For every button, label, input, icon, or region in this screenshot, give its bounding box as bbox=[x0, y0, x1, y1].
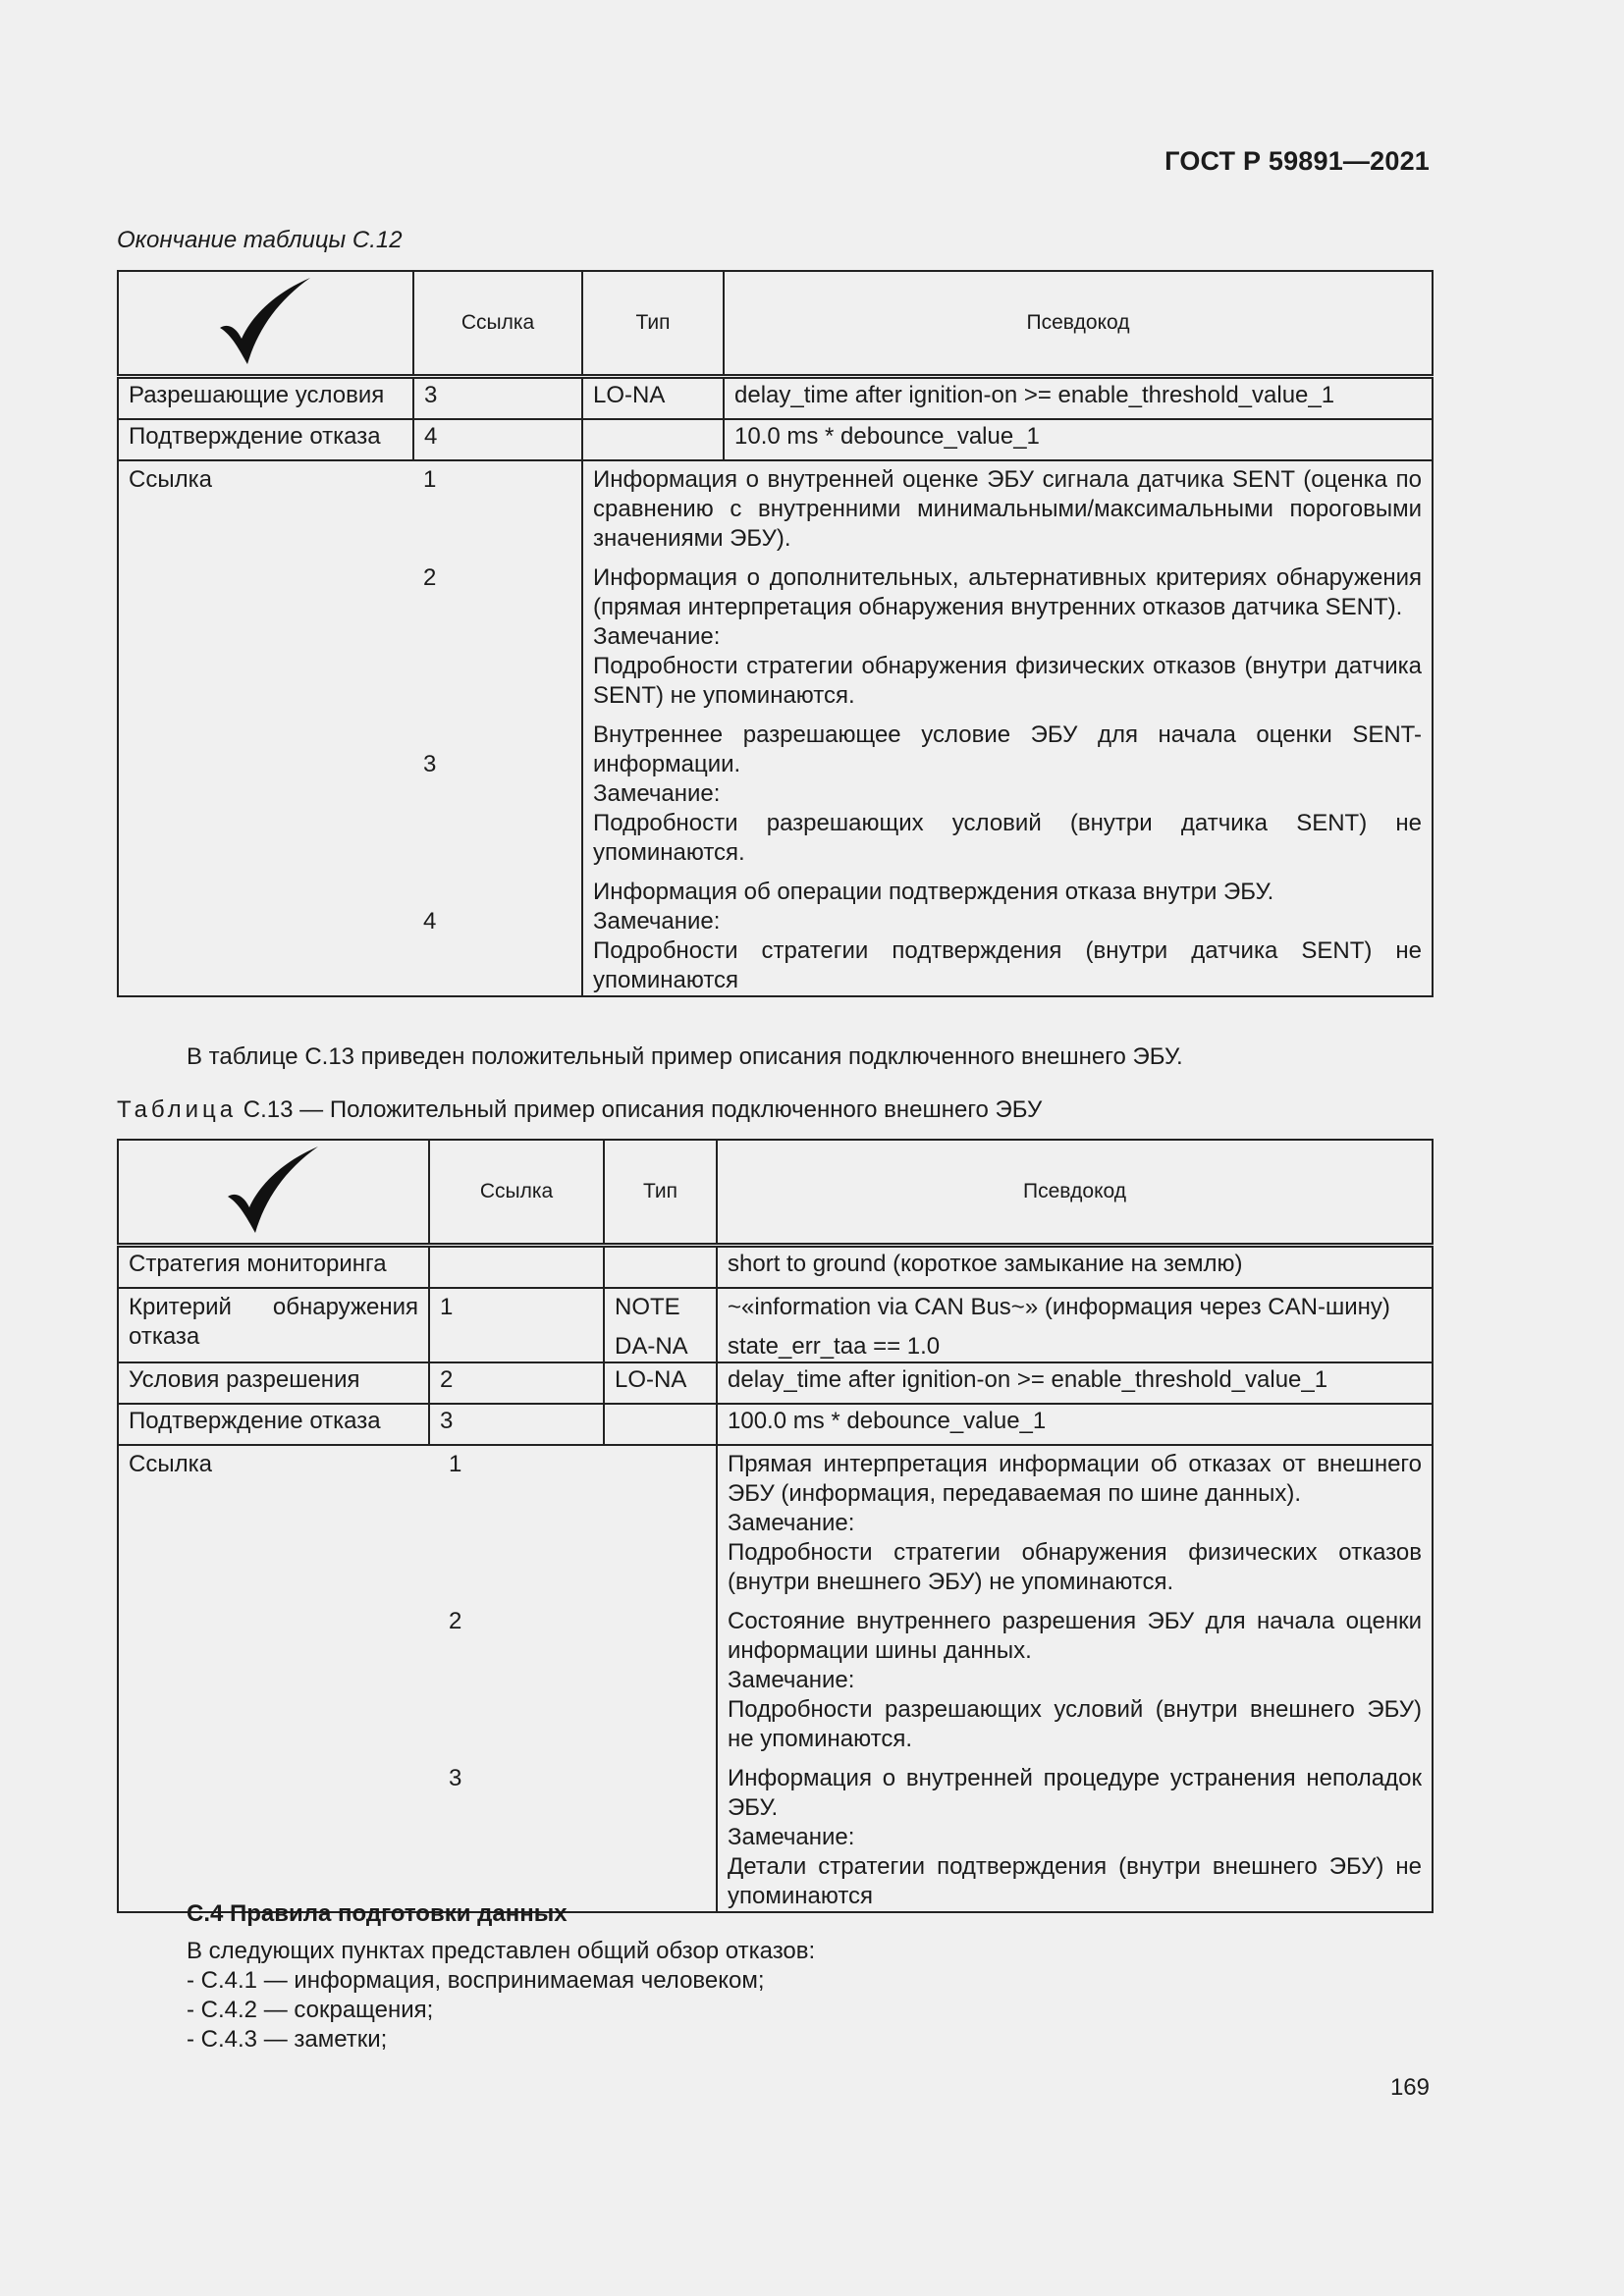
type-value: NOTE bbox=[615, 1294, 680, 1320]
ref-text: Прямая интерпретация информации об отказах от внешнего ЭБУ (информация, передаваемая по шине данных). bbox=[728, 1451, 1422, 1507]
row-type bbox=[604, 1404, 717, 1445]
section-intro: В следующих пунктах представлен общий обзор отказов: bbox=[187, 1938, 816, 1964]
column-header-pseudocode: Псевдокод bbox=[717, 1140, 1433, 1246]
column-header-pseudocode: Псевдокод bbox=[724, 271, 1433, 377]
ref-number: 3 bbox=[449, 1765, 462, 1791]
refs-label: Ссылка bbox=[118, 460, 413, 996]
table-header-row bbox=[118, 1140, 1433, 1246]
row-ref: 2 bbox=[429, 1362, 604, 1404]
table-word: Таблица bbox=[117, 1096, 238, 1123]
row-label-text: Критерий обнаружения отказа bbox=[129, 1294, 418, 1350]
ref-description bbox=[593, 878, 1422, 995]
row-type bbox=[582, 419, 724, 460]
row-label: Подтверждение отказа bbox=[118, 419, 413, 460]
ref-text: Информация о внутренней процедуре устранения неполадок ЭБУ. bbox=[728, 1765, 1422, 1821]
row-pseudocode: 10.0 ms * debounce_value_1 bbox=[724, 419, 1433, 460]
row-ref bbox=[429, 1246, 604, 1289]
table-row bbox=[118, 377, 1433, 420]
row-type: LO-NA bbox=[604, 1362, 717, 1404]
check-cell bbox=[118, 1140, 429, 1246]
list-item: - С.4.2 — сокращения; bbox=[187, 1997, 434, 2023]
ref-number: 1 bbox=[449, 1451, 462, 1477]
list-item: - С.4.3 — заметки; bbox=[187, 2026, 388, 2053]
row-type bbox=[604, 1246, 717, 1289]
ref-note-label: Замечание: bbox=[728, 1824, 855, 1850]
row-type: LO-NA bbox=[582, 377, 724, 420]
row-label: Разрешающие условия bbox=[118, 377, 413, 420]
list-item: - С.4.1 — информация, воспринимаемая человеком; bbox=[187, 1967, 765, 1994]
ref-note-label: Замечание: bbox=[593, 780, 721, 807]
refs-label: Ссылка bbox=[118, 1445, 429, 1912]
table-row bbox=[118, 1246, 1433, 1289]
row-ref: 3 bbox=[429, 1404, 604, 1445]
pseudocode-value: state_err_taa == 1.0 bbox=[728, 1333, 941, 1360]
refs-row bbox=[118, 1445, 1433, 1912]
pseudocode-value: ~«information via CAN Bus~» (информация через CAN-шину) bbox=[728, 1294, 1390, 1320]
ref-description bbox=[728, 1450, 1422, 1597]
column-header-ref: Ссылка bbox=[429, 1140, 604, 1246]
table-header-row bbox=[118, 271, 1433, 377]
check-cell bbox=[118, 271, 413, 377]
ref-description bbox=[728, 1764, 1422, 1911]
ref-note-label: Замечание: bbox=[728, 1667, 855, 1693]
ref-note-text: Подробности стратегии обнаружения физических отказов (внутри внешнего ЭБУ) не упоминаются. bbox=[728, 1539, 1422, 1595]
ref-number: 4 bbox=[423, 908, 437, 934]
refs-descriptions bbox=[717, 1445, 1433, 1912]
row-ref: 3 bbox=[413, 377, 582, 420]
ref-number: 2 bbox=[423, 564, 437, 591]
table-row bbox=[118, 419, 1433, 460]
ref-note-text: Подробности разрешающих условий (внутри датчика SENT) не упоминаются. bbox=[593, 810, 1422, 866]
row-ref: 1 bbox=[429, 1288, 604, 1362]
ref-text: Информация о дополнительных, альтернативных критериях обнаружения (прямая интерпретация обнаружения внутренних отказов датчика SENT). bbox=[593, 564, 1422, 620]
ref-note-text: Подробности стратегии подтверждения (внутри датчика SENT) не упоминаются bbox=[593, 937, 1422, 993]
row-label: Подтверждение отказа bbox=[118, 1404, 429, 1445]
row-pseudocode bbox=[717, 1288, 1433, 1362]
checkmark-icon bbox=[220, 1143, 328, 1241]
section-c4 bbox=[187, 1899, 815, 2055]
document-id: ГОСТ Р 59891—2021 bbox=[1164, 146, 1430, 176]
table-row bbox=[118, 1404, 1433, 1445]
row-label bbox=[118, 1288, 429, 1362]
ref-description bbox=[593, 563, 1422, 711]
row-pseudocode: short to ground (короткое замыкание на землю) bbox=[717, 1246, 1433, 1289]
table-c13 bbox=[117, 1139, 1434, 1913]
refs-row bbox=[118, 460, 1433, 996]
ref-description bbox=[728, 1607, 1422, 1754]
row-pseudocode: delay_time after ignition-on >= enable_threshold_value_1 bbox=[717, 1362, 1433, 1404]
intro-paragraph: В таблице С.13 приведен положительный пример описания подключенного внешнего ЭБУ. bbox=[187, 1043, 1183, 1070]
table-c12 bbox=[117, 270, 1434, 997]
table-c13-title: С.13 — Положительный пример описания подключенного внешнего ЭБУ bbox=[243, 1096, 1043, 1123]
ref-text: Информация об операции подтверждения отказа внутри ЭБУ. bbox=[593, 879, 1274, 905]
ref-note-text: Подробности стратегии обнаружения физических отказов (внутри датчика SENT) не упоминаются. bbox=[593, 653, 1422, 709]
section-heading: С.4 Правила подготовки данных bbox=[187, 1900, 568, 1927]
refs-numbers bbox=[429, 1445, 717, 1912]
ref-note-text: Подробности разрешающих условий (внутри внешнего ЭБУ) не упоминаются. bbox=[728, 1696, 1422, 1752]
column-header-type: Тип bbox=[582, 271, 724, 377]
type-value: DA-NA bbox=[615, 1333, 688, 1360]
ref-text: Информация о внутренней оценке ЭБУ сигнала датчика SENT (оценка по сравнению с внутренними минимальными/максимальными пороговыми значениями ЭБУ). bbox=[593, 466, 1422, 552]
table-c12-caption: Окончание таблицы С.12 bbox=[117, 227, 403, 253]
ref-number: 2 bbox=[449, 1608, 462, 1634]
ref-text: Состояние внутреннего разрешения ЭБУ для начала оценки информации шины данных. bbox=[728, 1608, 1422, 1664]
column-header-ref: Ссылка bbox=[413, 271, 582, 377]
row-label: Стратегия мониторинга bbox=[118, 1246, 429, 1289]
table-row bbox=[118, 1288, 1433, 1362]
table-c13-caption bbox=[117, 1096, 1042, 1124]
checkmark-icon bbox=[212, 274, 320, 372]
ref-description bbox=[593, 721, 1422, 868]
table-row bbox=[118, 1362, 1433, 1404]
ref-number: 3 bbox=[423, 751, 437, 777]
ref-note-label: Замечание: bbox=[593, 623, 721, 650]
row-ref: 4 bbox=[413, 419, 582, 460]
refs-descriptions bbox=[582, 460, 1433, 996]
ref-description bbox=[593, 465, 1422, 554]
ref-number: 1 bbox=[423, 466, 437, 493]
refs-numbers bbox=[413, 460, 582, 996]
row-pseudocode: 100.0 ms * debounce_value_1 bbox=[717, 1404, 1433, 1445]
row-label: Условия разрешения bbox=[118, 1362, 429, 1404]
ref-note-text: Детали стратегии подтверждения (внутри внешнего ЭБУ) не упоминаются bbox=[728, 1853, 1422, 1909]
ref-note-label: Замечание: bbox=[728, 1510, 855, 1536]
ref-note-label: Замечание: bbox=[593, 908, 721, 934]
page-number: 169 bbox=[1389, 2074, 1430, 2101]
column-header-type: Тип bbox=[604, 1140, 717, 1246]
row-type bbox=[604, 1288, 717, 1362]
ref-text: Внутреннее разрешающее условие ЭБУ для начала оценки SENT-информации. bbox=[593, 721, 1422, 777]
row-pseudocode: delay_time after ignition-on >= enable_threshold_value_1 bbox=[724, 377, 1433, 420]
